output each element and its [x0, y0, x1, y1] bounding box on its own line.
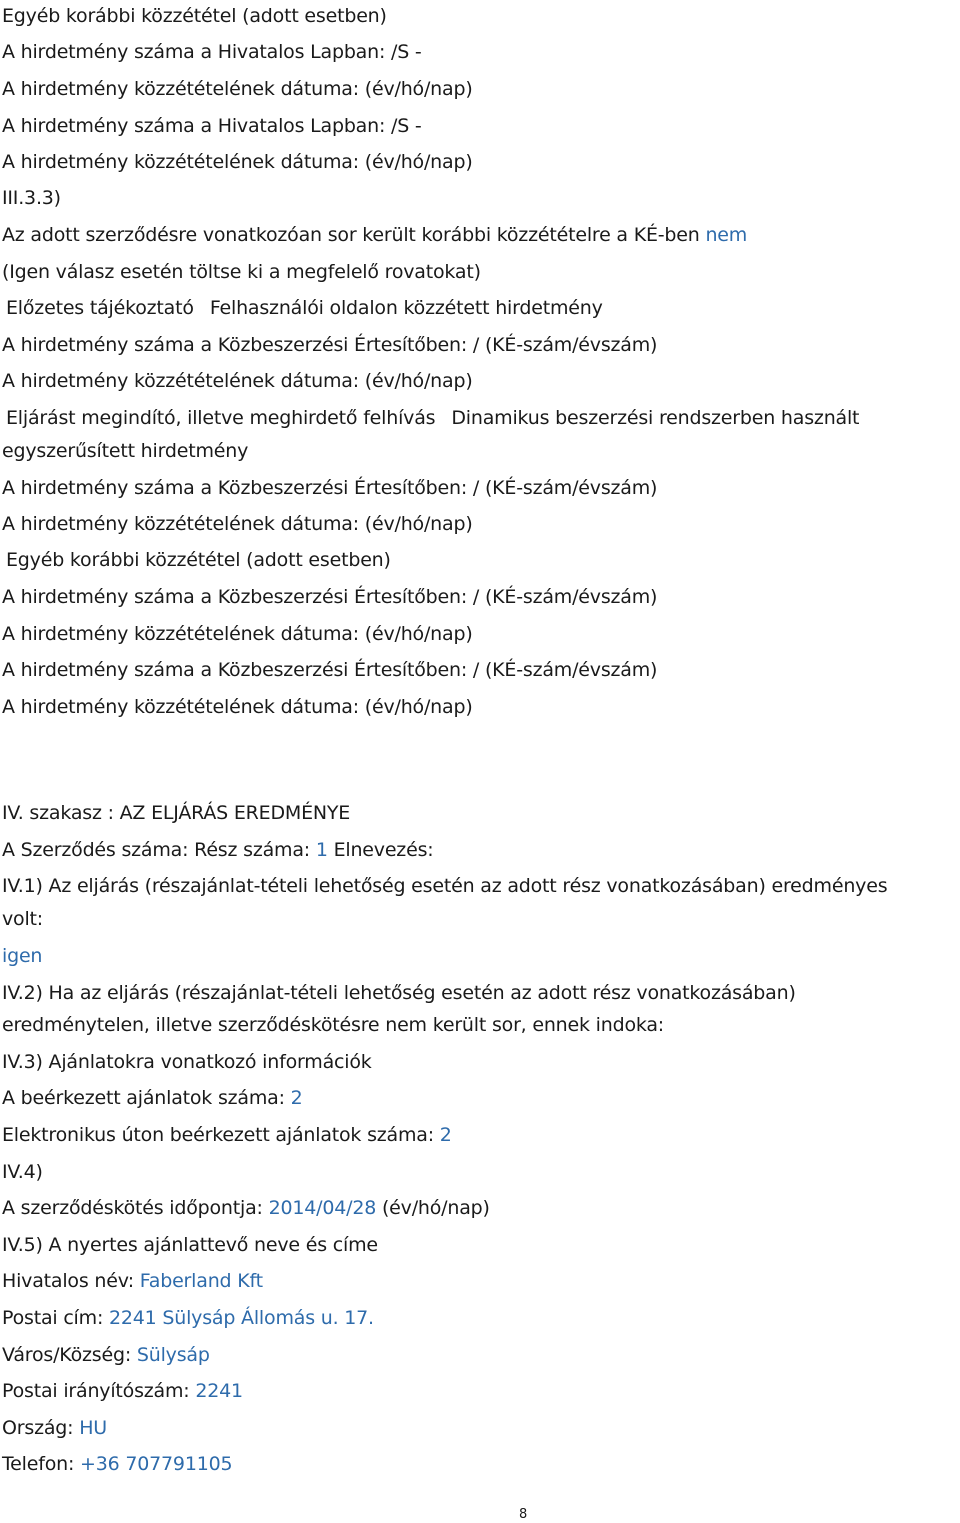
question-label: Az adott szerződésre vonatkozóan sor került korábbi közzétételre a KÉ-ben	[2, 224, 700, 246]
contract-date	[2, 1196, 490, 1220]
iv5-title: IV.5) A nyertes ajánlattevő neve és címe	[2, 1234, 378, 1256]
country-label: Ország:	[2, 1417, 74, 1439]
fill-note: (Igen válasz esetén töltse ki a megfelelő rovatokat)	[2, 261, 481, 283]
postal-address-value: 2241 Sülysáp Állomás u. 17.	[109, 1307, 374, 1329]
iv2-question-cont: eredménytelen, illetve szerződéskötésre nem került sor, ennek indoka:	[2, 1014, 664, 1036]
postal-code-value: 2241	[195, 1380, 243, 1402]
hl-number-line: A hirdetmény száma a Hivatalos Lapban: /S -	[2, 115, 422, 137]
city	[2, 1343, 210, 1367]
electronic-value: 2	[439, 1124, 452, 1146]
name-label: Elnevezés:	[333, 839, 434, 861]
options-row	[6, 296, 603, 320]
hl-date-line: A hirdetmény közzétételének dátuma: (év/hó/nap)	[2, 78, 473, 100]
postal-address-label: Postai cím:	[2, 1307, 104, 1329]
question-value: nem	[705, 224, 748, 246]
option-dinamikus-cont: egyszerűsített hirdetmény	[2, 440, 249, 462]
country	[2, 1416, 107, 1440]
postal-code	[2, 1379, 243, 1403]
ke-number-line: A hirdetmény száma a Közbeszerzési Értesítőben: / (KÉ-szám/évszám)	[2, 334, 658, 356]
page-number: 8	[519, 1507, 528, 1522]
option-eljarast: Eljárást megindító, illetve meghirdető felhívás	[6, 407, 436, 429]
contract-date-label: A szerződéskötés időpontja:	[2, 1197, 263, 1219]
ke-date-line: A hirdetmény közzétételének dátuma: (év/hó/nap)	[2, 623, 473, 645]
postal-code-label: Postai irányítószám:	[2, 1380, 190, 1402]
offers-received	[2, 1086, 303, 1110]
ke-date-line: A hirdetmény közzétételének dátuma: (év/hó/nap)	[2, 513, 473, 535]
ke-number-line: A hirdetmény száma a Közbeszerzési Értesítőben: / (KÉ-szám/évszám)	[2, 586, 658, 608]
hl-date-line: A hirdetmény közzétételének dátuma: (év/hó/nap)	[2, 151, 473, 173]
prior-publication-question	[2, 223, 747, 247]
contract-date-format: (év/hó/nap)	[381, 1197, 490, 1219]
option-elozetes: Előzetes tájékoztató	[6, 297, 194, 319]
offers-value: 2	[290, 1087, 303, 1109]
electronic-offers	[2, 1123, 452, 1147]
electronic-label: Elektronikus úton beérkezett ajánlatok száma:	[2, 1124, 434, 1146]
official-name-label: Hivatalos név:	[2, 1270, 134, 1292]
iv3-title: IV.3) Ajánlatokra vonatkozó információk	[2, 1051, 372, 1073]
iv4-heading: IV.4)	[2, 1161, 43, 1183]
options-row	[6, 406, 859, 430]
phone	[2, 1452, 232, 1476]
option-felhasznaloi: Felhasználói oldalon közzétett hirdetmény	[209, 297, 603, 319]
egyeb-header: Egyéb korábbi közzététel (adott esetben)	[2, 5, 387, 27]
iv1-question: IV.1) Az eljárás (részajánlat-tételi lehetőség esetén az adott rész vonatkozásában) eredményes	[2, 875, 888, 897]
official-name-value: Faberland Kft	[139, 1270, 263, 1292]
part-number: 1	[315, 839, 328, 861]
contract-number-line	[2, 838, 433, 862]
hl-number-line: A hirdetmény száma a Hivatalos Lapban: /S -	[2, 41, 422, 63]
country-value: HU	[79, 1417, 107, 1439]
phone-value: +36 707791105	[80, 1453, 233, 1475]
section-iv-title: IV. szakasz : AZ ELJÁRÁS EREDMÉNYE	[2, 802, 351, 824]
section-heading: III.3.3)	[2, 187, 61, 209]
iv1-answer: igen	[2, 945, 43, 967]
iv2-question: IV.2) Ha az eljárás (részajánlat-tételi lehetőség esetén az adott rész vonatkozásában)	[2, 982, 796, 1004]
option-egyeb: Egyéb korábbi közzététel (adott esetben)	[6, 549, 391, 571]
city-label: Város/Község:	[2, 1344, 132, 1366]
offers-label: A beérkezett ajánlatok száma:	[2, 1087, 285, 1109]
city-value: Sülysáp	[136, 1344, 210, 1366]
phone-label: Telefon:	[2, 1453, 75, 1475]
ke-date-line: A hirdetmény közzétételének dátuma: (év/hó/nap)	[2, 696, 473, 718]
contract-date-value: 2014/04/28	[268, 1197, 377, 1219]
ke-number-line: A hirdetmény száma a Közbeszerzési Értesítőben: / (KÉ-szám/évszám)	[2, 659, 658, 681]
ke-number-line: A hirdetmény száma a Közbeszerzési Értesítőben: / (KÉ-szám/évszám)	[2, 477, 658, 499]
postal-address	[2, 1306, 374, 1330]
ke-date-line: A hirdetmény közzétételének dátuma: (év/hó/nap)	[2, 370, 473, 392]
option-dinamikus: Dinamikus beszerzési rendszerben használt	[451, 407, 860, 429]
iv1-question-cont: volt:	[2, 908, 43, 930]
contract-label: A Szerződés száma: Rész száma:	[2, 839, 310, 861]
official-name	[2, 1269, 263, 1293]
